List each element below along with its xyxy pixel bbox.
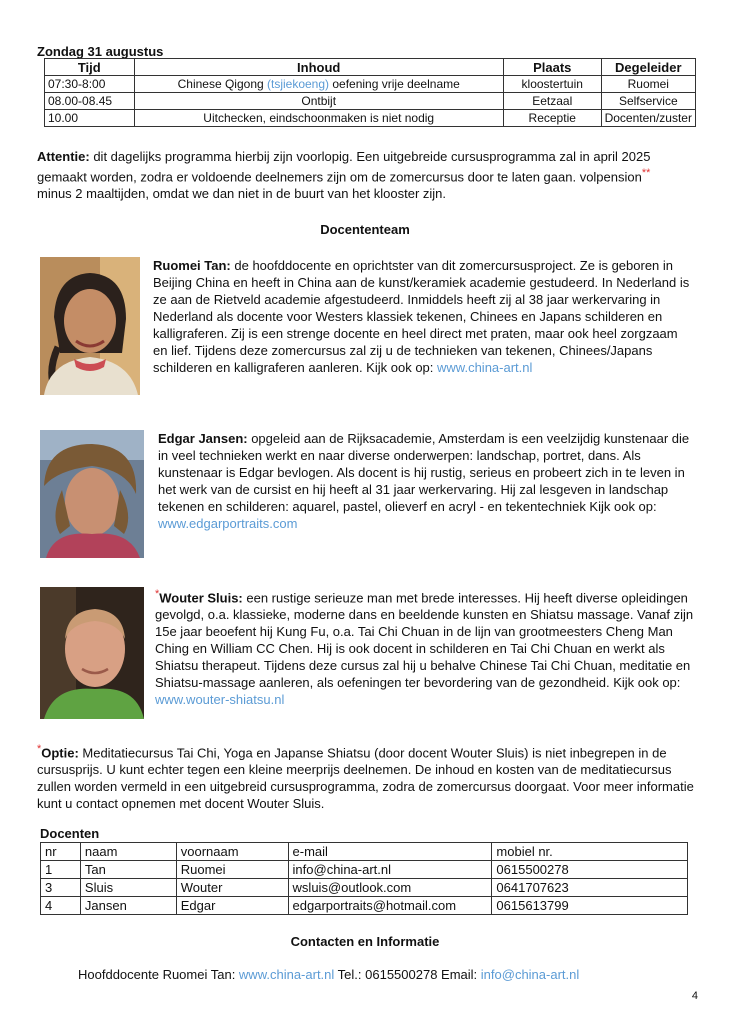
contact-heading: Contacten en Informatie [290, 934, 440, 949]
docent-nr: 3 [41, 879, 81, 897]
docenten-header-row [41, 843, 688, 861]
contact-line [78, 967, 579, 982]
attention-stars: ** [641, 167, 651, 179]
schedule-time: 08.00-08.45 [45, 93, 135, 110]
schedule-header: Tijd [45, 59, 135, 76]
schedule-leader: Ruomei [601, 76, 695, 93]
docent-email: info@china-art.nl [288, 861, 492, 879]
docent-naam: Sluis [80, 879, 176, 897]
docent-mobiel: 0641707623 [492, 879, 688, 897]
schedule-time: 07:30-8:00 [45, 76, 135, 93]
table-row [45, 110, 696, 127]
docent-voornaam: Ruomei [176, 861, 288, 879]
schedule-header: Plaats [503, 59, 601, 76]
docent-mobiel: 0615613799 [492, 897, 688, 915]
attention-text: dit dagelijks programma hierbij zijn voorlopig. Een uitgebreide cursusprogramma zal in april 2025 gemaakt worden, zodra er voldoende deelnemers zijn om de zomercursus door te laten gaan. volpension [37, 149, 651, 185]
edgar-website-link[interactable]: www.edgarportraits.com [158, 516, 298, 531]
edgar-bio-text: opgeleid aan de Rijksacademie, Amsterdam is een veelzijdig kunstenaar die in veel technieken werkt en naar diverse onderwerpen: landschap, portret, dans. Als kunstenaar is Edgar bevlogen. Als docent is hij rustig, serieus en probeert zich in te leven in het werk van de cursist en hij heeft al 31 jaar werkervaring. Hij zal lesgeven in landschap tekenen en schilderen: aquarel, pastel, olieverf en acryl - en tekentechniek Kijk ook op: [158, 431, 690, 514]
contact-prefix: Hoofddocente Ruomei Tan: [78, 967, 239, 982]
ruomei-bio-text: de hoofddocente en oprichtster van dit zomercursusproject. Ze is geboren in Beijing China en heeft in China aan de kunst/keramiek academie gestudeerd. In Nederland is ze aan de Rietveld academie afgestudeerd. Inmiddels heeft zij al 38 jaar werkervaring in Nederland als docente voor Westers klassiek tekenen, Chinees en Japans schilderen en kalligraferen. Zij is een strenge docente en heel direct met praten, maar ook heel zorgzaam en lief. Tijdens deze zomercursus zal zij u de technieken van tekenen, Chinees/Japans schilderen en kalligraferen aanleren. Kijk ook op: [153, 258, 690, 375]
table-row [45, 76, 696, 93]
schedule-time: 10.00 [45, 110, 135, 127]
option-paragraph [37, 741, 699, 812]
edgar-photo [40, 430, 144, 558]
docent-email: wsluis@outlook.com [288, 879, 492, 897]
table-row [41, 897, 688, 915]
contact-email-link[interactable]: info@china-art.nl [480, 967, 580, 982]
table-row [45, 93, 696, 110]
contact-tel: Tel.: 0615500278 Email: [334, 967, 481, 982]
docenten-header: voornaam [176, 843, 288, 861]
wouter-name: Wouter Sluis: [159, 590, 243, 606]
table-row [41, 879, 688, 897]
docent-voornaam: Wouter [176, 879, 288, 897]
schedule-place: Receptie [503, 110, 601, 127]
docent-naam: Tan [80, 861, 176, 879]
option-star: * [37, 743, 42, 755]
edgar-name: Edgar Jansen: [158, 431, 248, 446]
docent-voornaam: Edgar [176, 897, 288, 915]
wouter-website-link[interactable]: www.wouter-shiatsu.nl [155, 692, 285, 708]
edgar-bio [158, 430, 696, 532]
schedule-place: Eetzaal [503, 93, 601, 110]
docenten-header: e-mail [288, 843, 492, 861]
docenten-header: naam [80, 843, 176, 861]
docent-nr: 1 [41, 861, 81, 879]
docent-mobiel: 0615500278 [492, 861, 688, 879]
attention-label: Attentie: [37, 149, 90, 164]
schedule-content-text: oefening vrije deelname [329, 76, 460, 91]
contact-website-link[interactable]: www.china-art.nl [238, 967, 335, 982]
docenten-table [40, 842, 688, 915]
wouter-star: * [155, 588, 160, 600]
schedule-content: Ontbijt [134, 93, 503, 110]
option-label: Optie: [41, 745, 79, 761]
option-text: Meditatiecursus Tai Chi, Yoga en Japanse Shiatsu (door docent Wouter Sluis) is niet inbegrepen in de cursusprijs. U kunt echter tegen een kleine meerprijs deelnemen. De inhoud en kosten van de meditatiecursus zullen worden vermeld in een uitgebreid cursusprogramma, zodra de zomercursus doorgaat. Voor meer informatie kunt u contact opnemen met docent Wouter Sluis. [37, 745, 694, 812]
table-row [41, 861, 688, 879]
schedule-header: Degeleider [601, 59, 695, 76]
schedule-leader: Docenten/zuster [601, 110, 695, 127]
schedule-content [134, 76, 503, 93]
ruomei-name: Ruomei Tan: [153, 258, 231, 273]
wouter-bio [155, 586, 696, 708]
schedule-content: Uitchecken, eindschoonmaken is niet nodig [134, 110, 503, 127]
wouter-photo [40, 587, 144, 719]
schedule-content-text: Chinese Qigong [177, 76, 267, 91]
docent-email: edgarportraits@hotmail.com [288, 897, 492, 915]
schedule-place: kloostertuin [503, 76, 601, 93]
wouter-bio-text: een rustige serieuze man met brede interesses. Hij heeft diverse opleidingen gevolgd, o.a. klassieke, moderne dans en beeldende kunsten en Shiatsu massage. Vanaf zijn 15e jaar beoefent hij Kung Fu, o.a. Tai Chi Chuan in de lijn van grootmeesters Cheng Man Ching en William CC Chen. Hij is ook docent in schilderen en Tai Chi Chuan en werkt als Shiatsu therapeut. Tijdens deze cursus zal hij u behalve Chinese Tai Chi Chuan, meditatie en Shiatsu-massage aanleren, als oefeningen ter bevordering van de gezondheid. Kijk ook op: [155, 590, 694, 691]
day-title: Zondag 31 augustus [37, 44, 164, 59]
docent-nr: 4 [41, 897, 81, 915]
qigong-pronunciation-link[interactable]: (tsjiekoeng) [267, 76, 330, 91]
schedule-leader: Selfservice [601, 93, 695, 110]
docent-naam: Jansen [80, 897, 176, 915]
schedule-header-row [45, 59, 696, 76]
docenten-header: mobiel nr. [492, 843, 688, 861]
docenten-header: nr [41, 843, 81, 861]
schedule-table [44, 58, 696, 127]
ruomei-photo [40, 257, 140, 395]
schedule-header: Inhoud [134, 59, 503, 76]
docenten-title: Docenten [40, 826, 100, 841]
ruomei-website-link[interactable]: www.china-art.nl [437, 360, 533, 375]
page-number: 4 [691, 990, 698, 1002]
attention-text-2: minus 2 maaltijden, omdat we dan niet in de buurt van het klooster zijn. [37, 186, 447, 202]
attention-paragraph [37, 148, 677, 202]
team-heading: Docententeam [320, 222, 410, 237]
ruomei-bio [153, 257, 693, 376]
